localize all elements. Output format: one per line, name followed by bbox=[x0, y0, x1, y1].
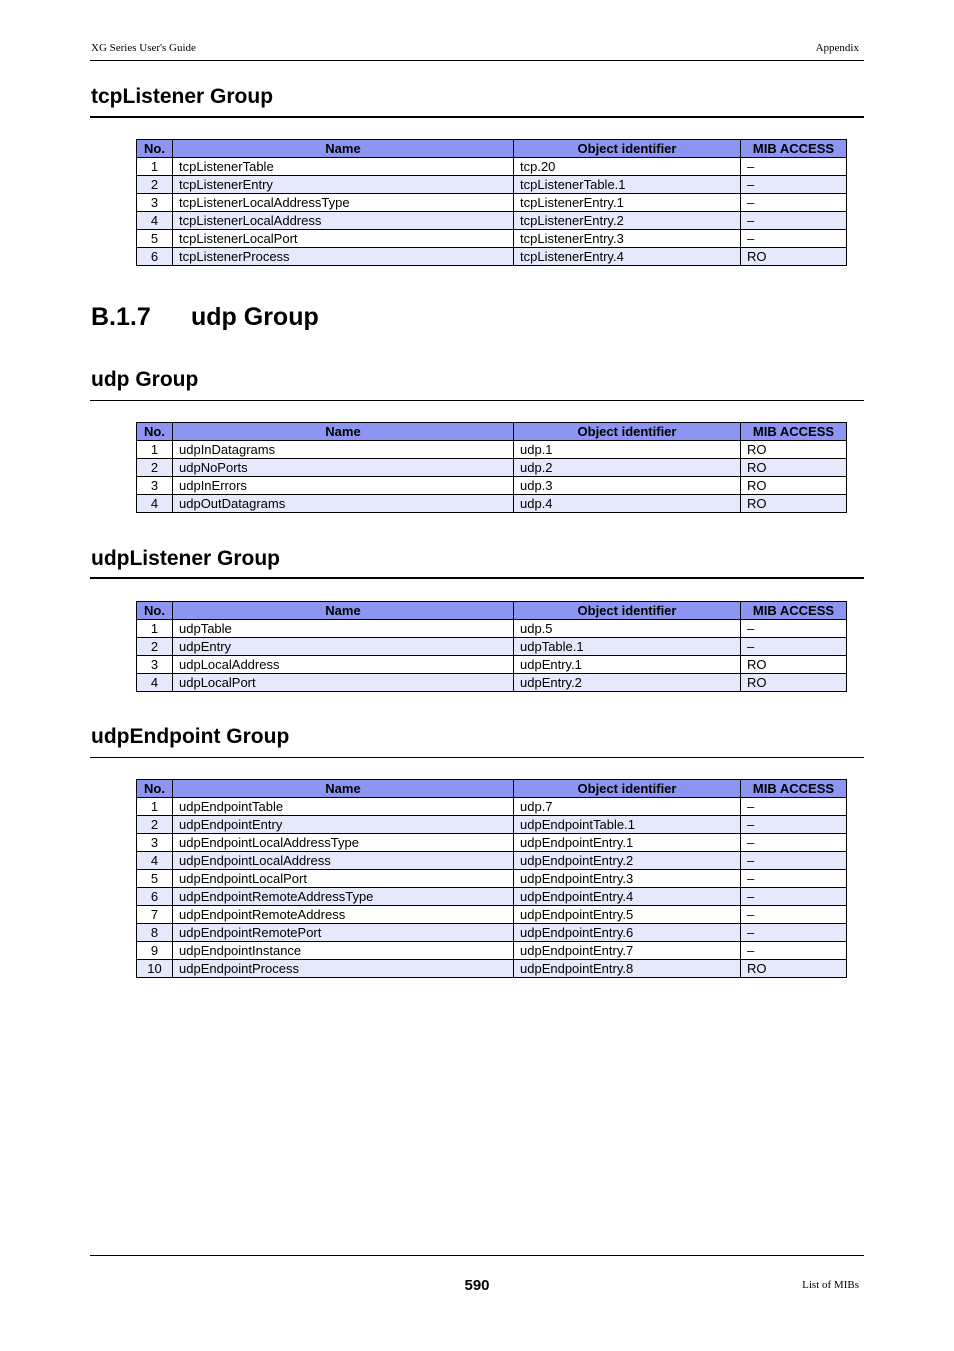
cell-name: udpEndpointRemotePort bbox=[173, 924, 514, 942]
cell-oid: udpEndpointEntry.6 bbox=[514, 924, 741, 942]
cell-name: tcpListenerLocalAddress bbox=[173, 212, 514, 230]
section-number: B.1.7 bbox=[91, 303, 151, 331]
cell-no: 4 bbox=[137, 212, 173, 230]
udp-group-heading: udp Group bbox=[91, 368, 199, 391]
tcplistener-table bbox=[136, 139, 847, 266]
cell-access: – bbox=[741, 942, 847, 960]
cell-name: tcpListenerEntry bbox=[173, 176, 514, 194]
cell-no: 8 bbox=[137, 924, 173, 942]
cell-access: RO bbox=[741, 441, 847, 459]
cell-oid: udp.2 bbox=[514, 459, 741, 477]
cell-access: – bbox=[741, 620, 847, 638]
cell-oid: tcpListenerEntry.1 bbox=[514, 194, 741, 212]
cell-name: udpEndpointEntry bbox=[173, 816, 514, 834]
col-header-name: Name bbox=[173, 780, 514, 798]
udpendpoint-table bbox=[136, 779, 847, 978]
cell-access: – bbox=[741, 870, 847, 888]
cell-access: – bbox=[741, 888, 847, 906]
running-header-title: XG Series User's Guide bbox=[91, 42, 196, 54]
cell-oid: udpEndpointEntry.1 bbox=[514, 834, 741, 852]
table-header-row bbox=[137, 780, 847, 798]
tcplistener-group-heading: tcpListener Group bbox=[91, 85, 274, 108]
col-header-oid: Object identifier bbox=[514, 423, 741, 441]
cell-name: udpEndpointRemoteAddressType bbox=[173, 888, 514, 906]
cell-name: udpEndpointInstance bbox=[173, 942, 514, 960]
col-header-oid: Object identifier bbox=[514, 602, 741, 620]
cell-access: RO bbox=[741, 248, 847, 266]
cell-access: RO bbox=[741, 495, 847, 513]
col-header-access: MIB ACCESS bbox=[741, 140, 847, 158]
table-row bbox=[137, 888, 847, 906]
table-row bbox=[137, 495, 847, 513]
cell-access: RO bbox=[741, 674, 847, 692]
cell-access: RO bbox=[741, 960, 847, 978]
table-row bbox=[137, 798, 847, 816]
cell-no: 1 bbox=[137, 158, 173, 176]
table-row bbox=[137, 158, 847, 176]
table-row bbox=[137, 441, 847, 459]
col-header-name: Name bbox=[173, 602, 514, 620]
col-header-access: MIB ACCESS bbox=[741, 602, 847, 620]
cell-no: 4 bbox=[137, 852, 173, 870]
table-row bbox=[137, 906, 847, 924]
cell-oid: udpEndpointEntry.3 bbox=[514, 870, 741, 888]
cell-oid: udpEndpointEntry.8 bbox=[514, 960, 741, 978]
table-row bbox=[137, 230, 847, 248]
cell-oid: udpEndpointEntry.7 bbox=[514, 942, 741, 960]
cell-no: 3 bbox=[137, 834, 173, 852]
udp-table bbox=[136, 422, 847, 513]
cell-name: udpLocalAddress bbox=[173, 656, 514, 674]
cell-oid: tcpListenerEntry.2 bbox=[514, 212, 741, 230]
col-header-name: Name bbox=[173, 423, 514, 441]
cell-no: 2 bbox=[137, 816, 173, 834]
table-row bbox=[137, 459, 847, 477]
col-header-access: MIB ACCESS bbox=[741, 423, 847, 441]
table-row bbox=[137, 212, 847, 230]
col-header-name: Name bbox=[173, 140, 514, 158]
tcplistener-heading-rule bbox=[90, 116, 864, 118]
cell-oid: tcp.20 bbox=[514, 158, 741, 176]
cell-oid: tcpListenerTable.1 bbox=[514, 176, 741, 194]
cell-no: 1 bbox=[137, 441, 173, 459]
col-header-oid: Object identifier bbox=[514, 780, 741, 798]
col-header-no: No. bbox=[137, 423, 173, 441]
section-title bbox=[91, 303, 319, 332]
cell-no: 4 bbox=[137, 495, 173, 513]
cell-no: 5 bbox=[137, 870, 173, 888]
table-row bbox=[137, 176, 847, 194]
udplistener-group-heading: udpListener Group bbox=[91, 547, 280, 570]
cell-no: 4 bbox=[137, 674, 173, 692]
running-header-section: Appendix bbox=[815, 42, 859, 54]
cell-name: udpOutDatagrams bbox=[173, 495, 514, 513]
cell-access: – bbox=[741, 924, 847, 942]
header-rule bbox=[90, 60, 864, 61]
cell-oid: udpTable.1 bbox=[514, 638, 741, 656]
table-row bbox=[137, 870, 847, 888]
footer-chapter: List of MIBs bbox=[802, 1279, 859, 1291]
table-row bbox=[137, 638, 847, 656]
cell-access: RO bbox=[741, 459, 847, 477]
table-row bbox=[137, 834, 847, 852]
footer-rule bbox=[90, 1255, 864, 1256]
cell-oid: udpEndpointEntry.4 bbox=[514, 888, 741, 906]
udplistener-heading-rule bbox=[90, 577, 864, 579]
table-row bbox=[137, 620, 847, 638]
cell-name: udpEndpointProcess bbox=[173, 960, 514, 978]
cell-access: – bbox=[741, 230, 847, 248]
cell-oid: udp.4 bbox=[514, 495, 741, 513]
cell-oid: udp.5 bbox=[514, 620, 741, 638]
cell-name: udpEndpointLocalAddressType bbox=[173, 834, 514, 852]
cell-no: 3 bbox=[137, 656, 173, 674]
table-row bbox=[137, 656, 847, 674]
cell-no: 5 bbox=[137, 230, 173, 248]
table-row bbox=[137, 816, 847, 834]
cell-access: – bbox=[741, 638, 847, 656]
cell-no: 2 bbox=[137, 638, 173, 656]
cell-name: tcpListenerProcess bbox=[173, 248, 514, 266]
table-header-row bbox=[137, 423, 847, 441]
table-row bbox=[137, 674, 847, 692]
cell-access: – bbox=[741, 906, 847, 924]
cell-name: tcpListenerTable bbox=[173, 158, 514, 176]
col-header-access: MIB ACCESS bbox=[741, 780, 847, 798]
cell-oid: udpEndpointEntry.5 bbox=[514, 906, 741, 924]
cell-name: udpLocalPort bbox=[173, 674, 514, 692]
cell-access: – bbox=[741, 798, 847, 816]
cell-no: 6 bbox=[137, 248, 173, 266]
cell-no: 9 bbox=[137, 942, 173, 960]
cell-oid: udp.3 bbox=[514, 477, 741, 495]
col-header-no: No. bbox=[137, 602, 173, 620]
cell-name: udpTable bbox=[173, 620, 514, 638]
udplistener-table bbox=[136, 601, 847, 692]
table-header-row bbox=[137, 602, 847, 620]
cell-access: – bbox=[741, 176, 847, 194]
cell-access: RO bbox=[741, 477, 847, 495]
cell-name: udpEndpointLocalPort bbox=[173, 870, 514, 888]
cell-no: 2 bbox=[137, 176, 173, 194]
cell-oid: udpEndpointEntry.2 bbox=[514, 852, 741, 870]
cell-access: – bbox=[741, 194, 847, 212]
cell-no: 1 bbox=[137, 798, 173, 816]
udp-heading-rule bbox=[90, 400, 864, 401]
cell-access: – bbox=[741, 212, 847, 230]
cell-name: udpInErrors bbox=[173, 477, 514, 495]
cell-access: – bbox=[741, 816, 847, 834]
section-title-text: udp Group bbox=[191, 303, 319, 331]
col-header-oid: Object identifier bbox=[514, 140, 741, 158]
cell-oid: udpEndpointTable.1 bbox=[514, 816, 741, 834]
udpendpoint-heading-rule bbox=[90, 757, 864, 758]
cell-name: udpEndpointRemoteAddress bbox=[173, 906, 514, 924]
cell-name: udpEndpointLocalAddress bbox=[173, 852, 514, 870]
table-row bbox=[137, 942, 847, 960]
cell-no: 1 bbox=[137, 620, 173, 638]
page-number: 590 bbox=[464, 1277, 490, 1294]
table-row bbox=[137, 194, 847, 212]
cell-name: tcpListenerLocalPort bbox=[173, 230, 514, 248]
cell-oid: tcpListenerEntry.3 bbox=[514, 230, 741, 248]
cell-name: udpInDatagrams bbox=[173, 441, 514, 459]
cell-name: tcpListenerLocalAddressType bbox=[173, 194, 514, 212]
cell-no: 6 bbox=[137, 888, 173, 906]
cell-name: udpEntry bbox=[173, 638, 514, 656]
col-header-no: No. bbox=[137, 780, 173, 798]
table-row bbox=[137, 960, 847, 978]
cell-access: – bbox=[741, 852, 847, 870]
table-row bbox=[137, 924, 847, 942]
table-row bbox=[137, 852, 847, 870]
table-header-row bbox=[137, 140, 847, 158]
cell-oid: udpEntry.2 bbox=[514, 674, 741, 692]
table-row bbox=[137, 477, 847, 495]
cell-no: 2 bbox=[137, 459, 173, 477]
udpendpoint-group-heading: udpEndpoint Group bbox=[91, 725, 290, 748]
cell-oid: udp.1 bbox=[514, 441, 741, 459]
cell-no: 10 bbox=[137, 960, 173, 978]
cell-access: RO bbox=[741, 656, 847, 674]
col-header-no: No. bbox=[137, 140, 173, 158]
cell-name: udpEndpointTable bbox=[173, 798, 514, 816]
cell-access: – bbox=[741, 158, 847, 176]
cell-oid: udpEntry.1 bbox=[514, 656, 741, 674]
cell-oid: udp.7 bbox=[514, 798, 741, 816]
cell-oid: tcpListenerEntry.4 bbox=[514, 248, 741, 266]
cell-no: 3 bbox=[137, 194, 173, 212]
cell-no: 7 bbox=[137, 906, 173, 924]
cell-no: 3 bbox=[137, 477, 173, 495]
cell-name: udpNoPorts bbox=[173, 459, 514, 477]
table-row bbox=[137, 248, 847, 266]
cell-access: – bbox=[741, 834, 847, 852]
